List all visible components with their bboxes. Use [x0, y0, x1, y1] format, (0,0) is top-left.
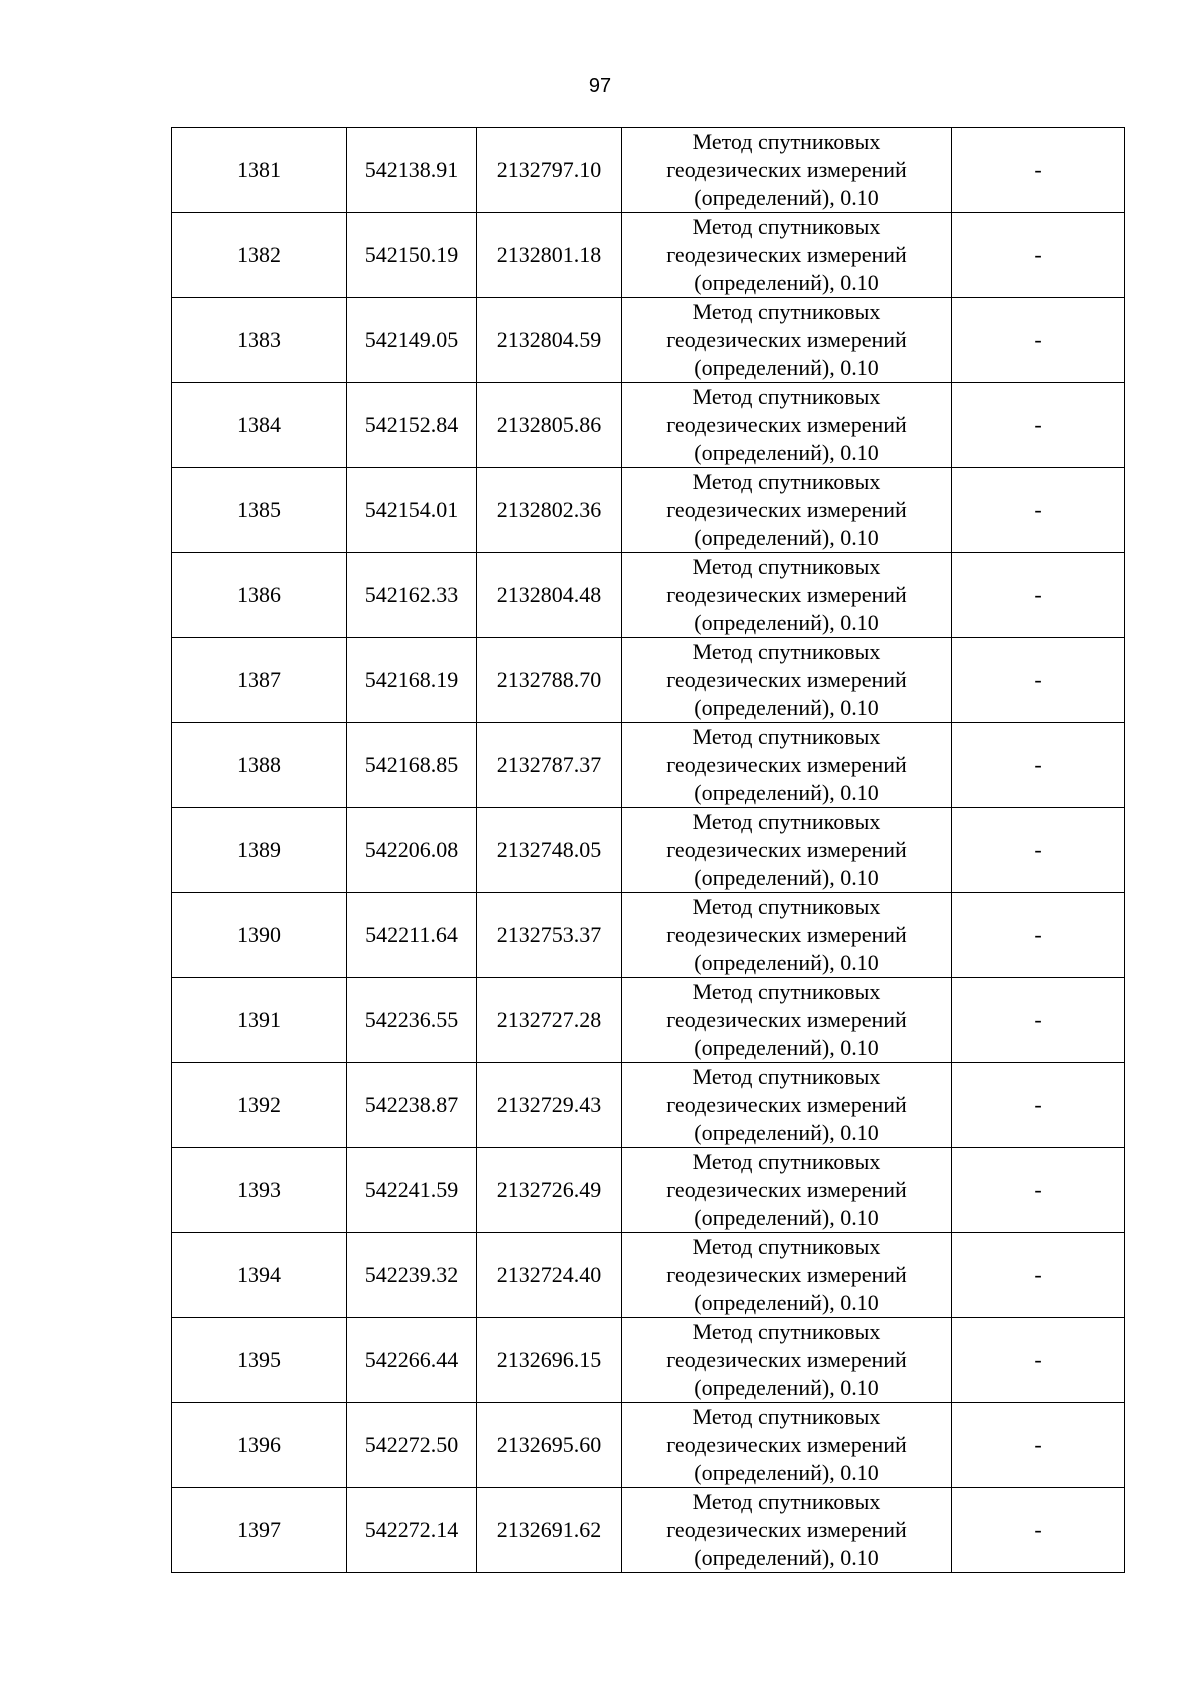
y-coordinate-cell: 2132797.10	[477, 128, 622, 213]
table-row	[172, 213, 1125, 298]
method-line: (определений), 0.10	[694, 1290, 879, 1315]
table-row	[172, 1403, 1125, 1488]
note-cell: -	[952, 468, 1125, 553]
point-number-cell: 1396	[172, 1403, 347, 1488]
y-coordinate-cell: 2132695.60	[477, 1403, 622, 1488]
method-cell	[622, 468, 952, 553]
point-number-cell: 1389	[172, 808, 347, 893]
method-line: Метод спутниковых	[692, 384, 881, 409]
method-line: геодезических измерений	[666, 1347, 907, 1372]
table-row	[172, 553, 1125, 638]
y-coordinate-cell: 2132748.05	[477, 808, 622, 893]
note-cell: -	[952, 1488, 1125, 1573]
method-line: Метод спутниковых	[692, 979, 881, 1004]
x-coordinate-cell: 542168.85	[347, 723, 477, 808]
method-line: Метод спутниковых	[692, 1234, 881, 1259]
x-coordinate-cell: 542236.55	[347, 978, 477, 1063]
note-cell: -	[952, 298, 1125, 383]
point-number-cell: 1390	[172, 893, 347, 978]
method-line: (определений), 0.10	[694, 610, 879, 635]
method-cell	[622, 723, 952, 808]
method-line: (определений), 0.10	[694, 185, 879, 210]
method-cell	[622, 383, 952, 468]
method-line: Метод спутниковых	[692, 1064, 881, 1089]
method-line: геодезических измерений	[666, 327, 907, 352]
y-coordinate-cell: 2132753.37	[477, 893, 622, 978]
x-coordinate-cell: 542162.33	[347, 553, 477, 638]
method-line: (определений), 0.10	[694, 1205, 879, 1230]
y-coordinate-cell: 2132802.36	[477, 468, 622, 553]
y-coordinate-cell: 2132805.86	[477, 383, 622, 468]
coordinates-table	[171, 127, 1125, 1573]
method-line: геодезических измерений	[666, 752, 907, 777]
x-coordinate-cell: 542206.08	[347, 808, 477, 893]
point-number-cell: 1388	[172, 723, 347, 808]
method-line: (определений), 0.10	[694, 270, 879, 295]
method-line: геодезических измерений	[666, 1262, 907, 1287]
y-coordinate-cell: 2132729.43	[477, 1063, 622, 1148]
y-coordinate-cell: 2132724.40	[477, 1233, 622, 1318]
page-number: 97	[588, 75, 612, 97]
note-cell: -	[952, 1063, 1125, 1148]
method-line: Метод спутниковых	[692, 1404, 881, 1429]
method-cell	[622, 893, 952, 978]
note-cell: -	[952, 1148, 1125, 1233]
table-row	[172, 383, 1125, 468]
method-line: (определений), 0.10	[694, 865, 879, 890]
method-line: (определений), 0.10	[694, 1460, 879, 1485]
table-row	[172, 1148, 1125, 1233]
point-number-cell: 1382	[172, 213, 347, 298]
x-coordinate-cell: 542239.32	[347, 1233, 477, 1318]
method-line: (определений), 0.10	[694, 525, 879, 550]
point-number-cell: 1395	[172, 1318, 347, 1403]
table-row	[172, 638, 1125, 723]
method-cell	[622, 1403, 952, 1488]
method-cell	[622, 1318, 952, 1403]
method-line: Метод спутниковых	[692, 129, 881, 154]
method-line: геодезических измерений	[666, 412, 907, 437]
table-row	[172, 1488, 1125, 1573]
method-cell	[622, 1063, 952, 1148]
table-row	[172, 1063, 1125, 1148]
point-number-cell: 1393	[172, 1148, 347, 1233]
x-coordinate-cell: 542149.05	[347, 298, 477, 383]
note-cell: -	[952, 1318, 1125, 1403]
y-coordinate-cell: 2132691.62	[477, 1488, 622, 1573]
method-line: геодезических измерений	[666, 497, 907, 522]
note-cell: -	[952, 213, 1125, 298]
coordinates-table-body	[172, 128, 1125, 1573]
x-coordinate-cell: 542272.50	[347, 1403, 477, 1488]
method-line: геодезических измерений	[666, 922, 907, 947]
method-line: (определений), 0.10	[694, 1120, 879, 1145]
point-number-cell: 1384	[172, 383, 347, 468]
method-line: геодезических измерений	[666, 582, 907, 607]
y-coordinate-cell: 2132804.59	[477, 298, 622, 383]
method-line: Метод спутниковых	[692, 214, 881, 239]
table-row	[172, 468, 1125, 553]
x-coordinate-cell: 542211.64	[347, 893, 477, 978]
point-number-cell: 1381	[172, 128, 347, 213]
table-row	[172, 128, 1125, 213]
table-row	[172, 893, 1125, 978]
method-cell	[622, 1148, 952, 1233]
method-line: Метод спутниковых	[692, 554, 881, 579]
note-cell: -	[952, 893, 1125, 978]
table-row	[172, 978, 1125, 1063]
method-cell	[622, 1488, 952, 1573]
point-number-cell: 1397	[172, 1488, 347, 1573]
point-number-cell: 1387	[172, 638, 347, 723]
table-row	[172, 298, 1125, 383]
method-line: Метод спутниковых	[692, 1319, 881, 1344]
method-line: геодезических измерений	[666, 1007, 907, 1032]
method-cell	[622, 808, 952, 893]
x-coordinate-cell: 542238.87	[347, 1063, 477, 1148]
method-line: (определений), 0.10	[694, 1545, 879, 1570]
method-line: (определений), 0.10	[694, 1035, 879, 1060]
x-coordinate-cell: 542152.84	[347, 383, 477, 468]
x-coordinate-cell: 542168.19	[347, 638, 477, 723]
method-line: Метод спутниковых	[692, 809, 881, 834]
method-cell	[622, 553, 952, 638]
y-coordinate-cell: 2132726.49	[477, 1148, 622, 1233]
y-coordinate-cell: 2132801.18	[477, 213, 622, 298]
method-line: Метод спутниковых	[692, 639, 881, 664]
note-cell: -	[952, 1233, 1125, 1318]
method-line: Метод спутниковых	[692, 724, 881, 749]
method-line: геодезических измерений	[666, 837, 907, 862]
method-cell	[622, 213, 952, 298]
method-line: геодезических измерений	[666, 1092, 907, 1117]
y-coordinate-cell: 2132727.28	[477, 978, 622, 1063]
point-number-cell: 1385	[172, 468, 347, 553]
point-number-cell: 1394	[172, 1233, 347, 1318]
method-cell	[622, 128, 952, 213]
table-row	[172, 1318, 1125, 1403]
note-cell: -	[952, 638, 1125, 723]
x-coordinate-cell: 542154.01	[347, 468, 477, 553]
y-coordinate-cell: 2132788.70	[477, 638, 622, 723]
method-cell	[622, 1233, 952, 1318]
note-cell: -	[952, 128, 1125, 213]
point-number-cell: 1386	[172, 553, 347, 638]
point-number-cell: 1392	[172, 1063, 347, 1148]
method-line: Метод спутниковых	[692, 469, 881, 494]
note-cell: -	[952, 1403, 1125, 1488]
method-line: геодезических измерений	[666, 242, 907, 267]
note-cell: -	[952, 808, 1125, 893]
method-line: геодезических измерений	[666, 1517, 907, 1542]
table-row	[172, 808, 1125, 893]
method-line: геодезических измерений	[666, 157, 907, 182]
note-cell: -	[952, 723, 1125, 808]
y-coordinate-cell: 2132696.15	[477, 1318, 622, 1403]
note-cell: -	[952, 978, 1125, 1063]
method-line: Метод спутниковых	[692, 894, 881, 919]
method-line: (определений), 0.10	[694, 695, 879, 720]
y-coordinate-cell: 2132787.37	[477, 723, 622, 808]
x-coordinate-cell: 542138.91	[347, 128, 477, 213]
method-line: (определений), 0.10	[694, 1375, 879, 1400]
method-line: геодезических измерений	[666, 1432, 907, 1457]
method-line: (определений), 0.10	[694, 355, 879, 380]
method-line: (определений), 0.10	[694, 950, 879, 975]
method-line: (определений), 0.10	[694, 780, 879, 805]
x-coordinate-cell: 542150.19	[347, 213, 477, 298]
method-cell	[622, 298, 952, 383]
x-coordinate-cell: 542241.59	[347, 1148, 477, 1233]
x-coordinate-cell: 542272.14	[347, 1488, 477, 1573]
table-row	[172, 1233, 1125, 1318]
note-cell: -	[952, 553, 1125, 638]
method-line: Метод спутниковых	[692, 1489, 881, 1514]
method-cell	[622, 638, 952, 723]
method-line: Метод спутниковых	[692, 1149, 881, 1174]
method-line: Метод спутниковых	[692, 299, 881, 324]
table-row	[172, 723, 1125, 808]
x-coordinate-cell: 542266.44	[347, 1318, 477, 1403]
method-line: геодезических измерений	[666, 667, 907, 692]
method-line: геодезических измерений	[666, 1177, 907, 1202]
method-cell	[622, 978, 952, 1063]
method-line: (определений), 0.10	[694, 440, 879, 465]
y-coordinate-cell: 2132804.48	[477, 553, 622, 638]
point-number-cell: 1383	[172, 298, 347, 383]
point-number-cell: 1391	[172, 978, 347, 1063]
note-cell: -	[952, 383, 1125, 468]
